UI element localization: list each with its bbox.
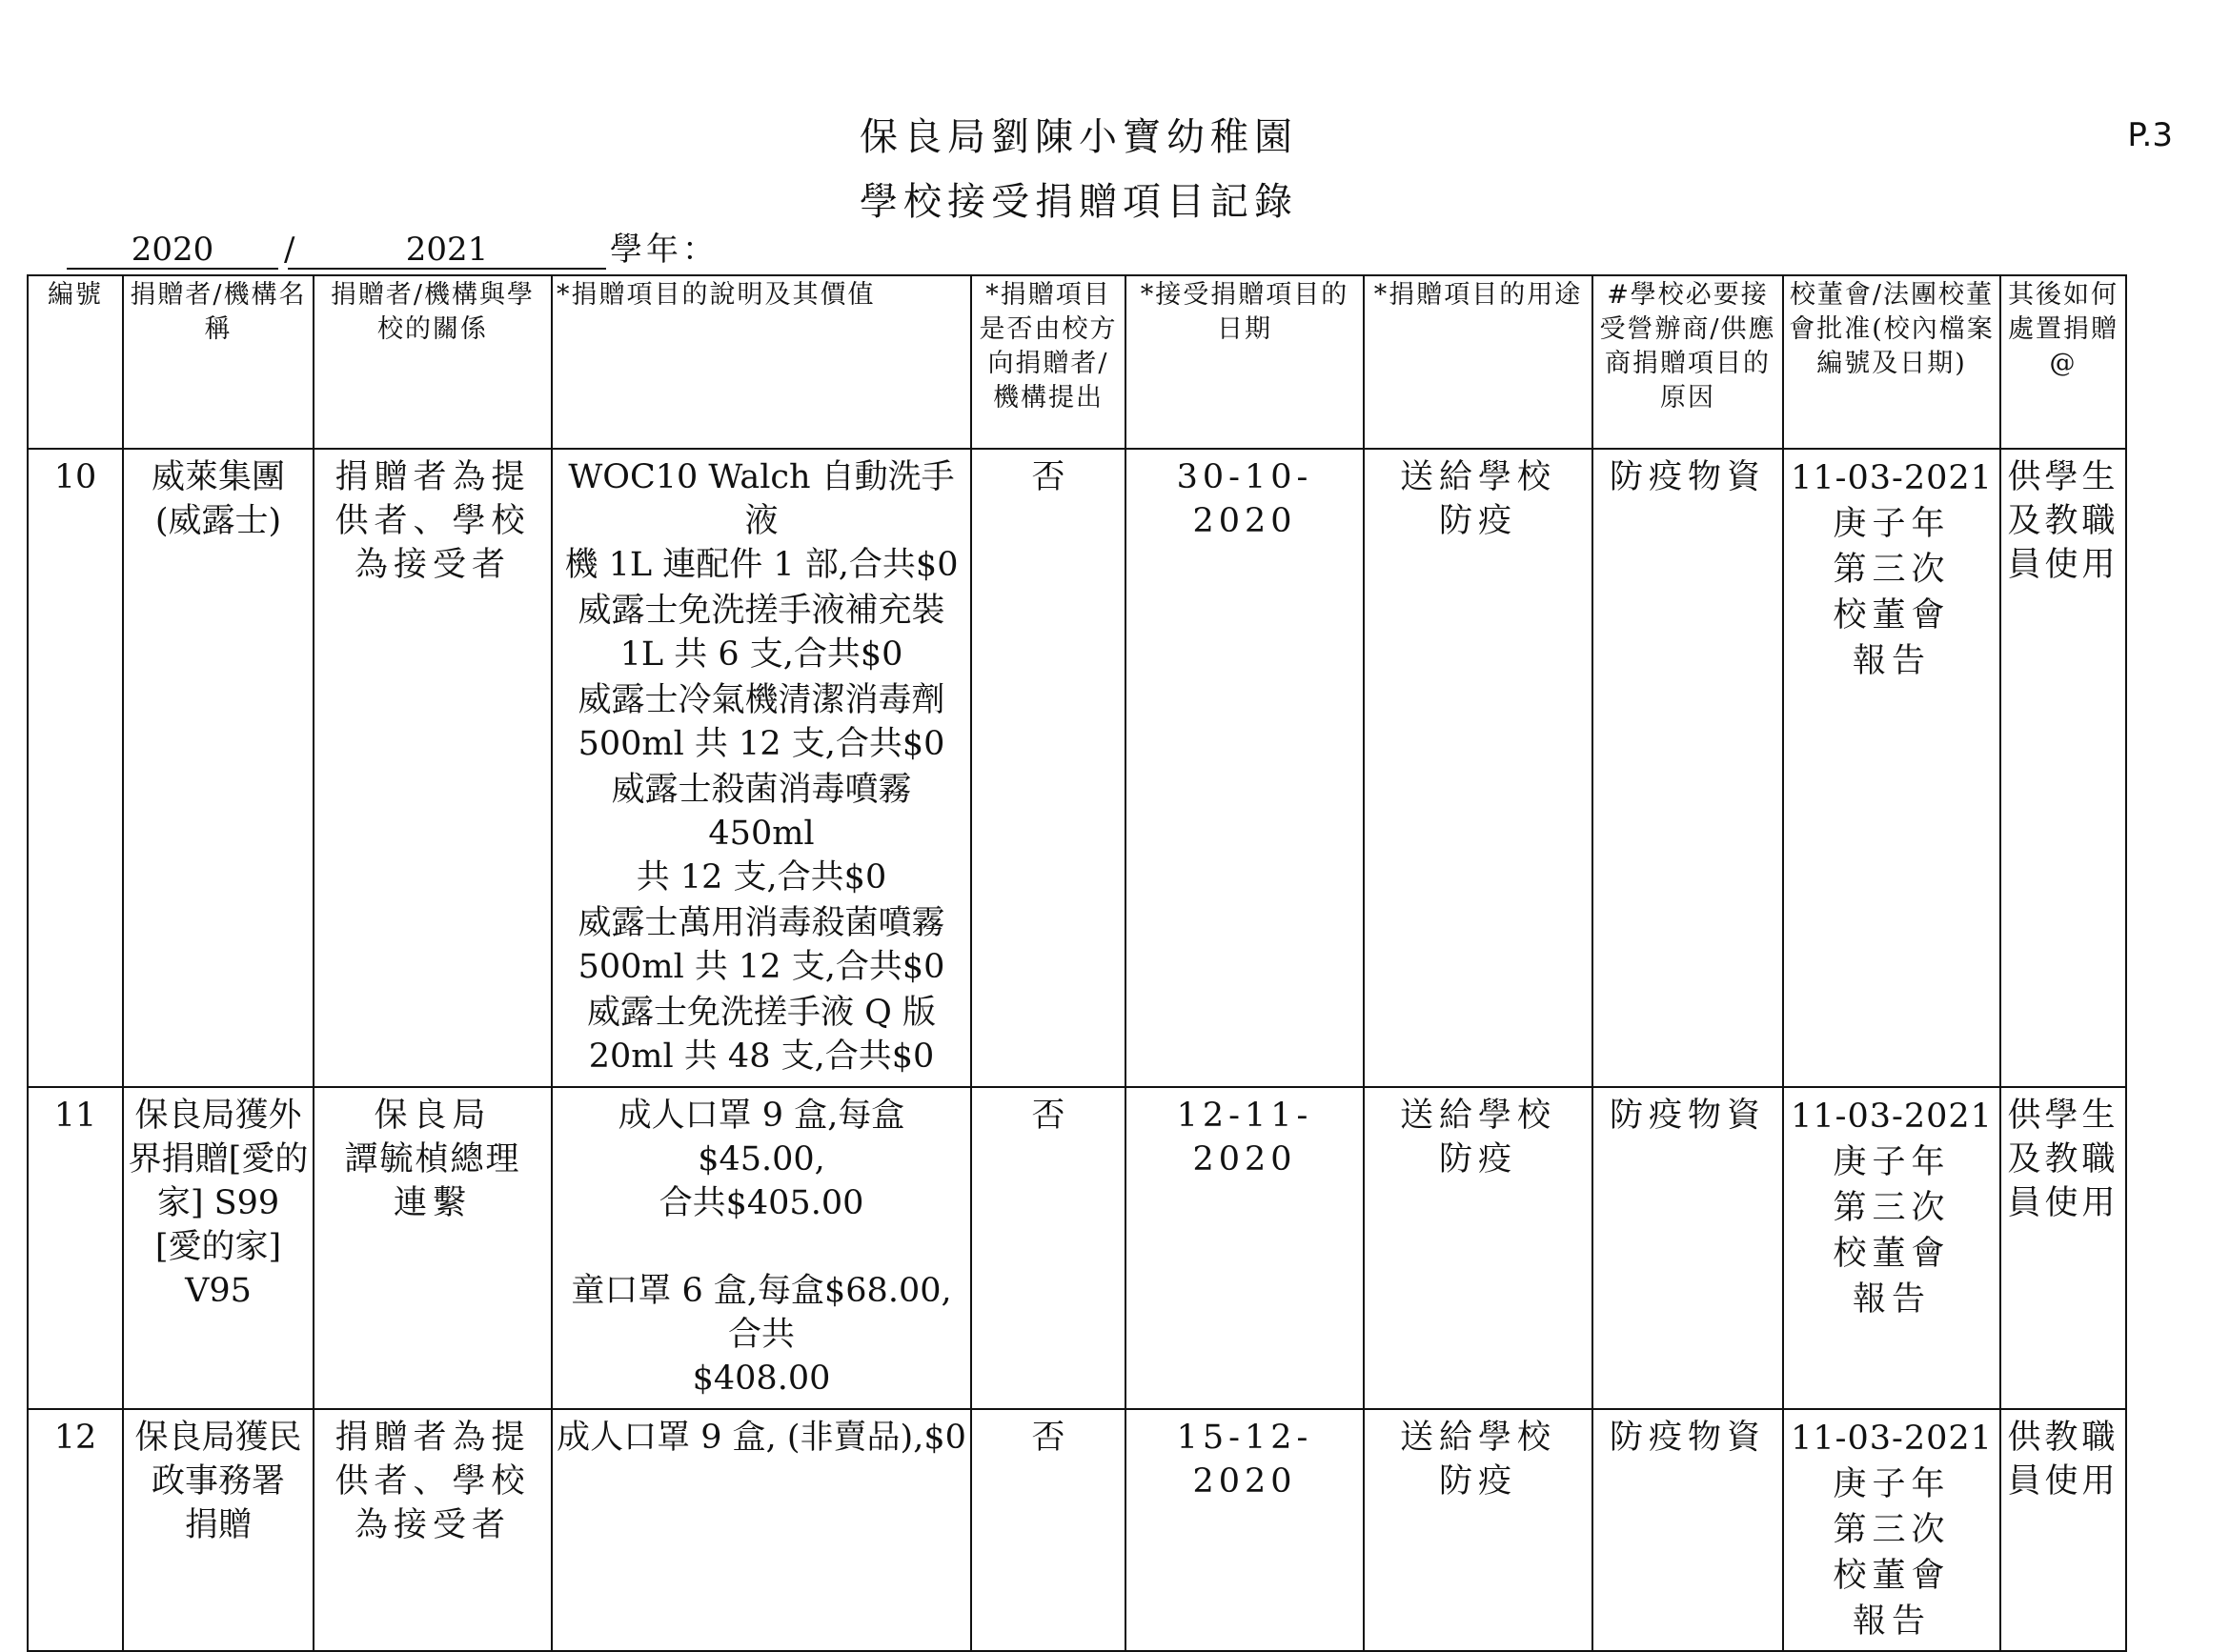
item-description [552,1409,971,1651]
column-header: 捐贈者/機構名稱 [123,275,314,449]
row-number: 10 [28,449,123,1087]
board-approval: 11-03-2021 庚子年 第三次 校董會 報告 [1783,1087,2000,1409]
donor-name: 保良局獲民 政事務署 捐贈 [123,1409,314,1651]
acceptance-date: 12-11-2020 [1125,1087,1364,1409]
school-name: 保良局劉陳小寶幼稚園 [860,115,1298,159]
item-description [552,449,971,1087]
column-header: 捐贈者/機構與學校的關係 [314,275,552,449]
acceptance-date: 30-10-2020 [1125,449,1364,1087]
disposal-method: 供學生 及教職 員使用 [2000,449,2126,1087]
column-header: 編號 [28,275,123,449]
item-line: 威露士冷氣機清潔消毒劑 500ml 共 12 支,合共$0 [578,681,945,763]
donation-record-table [27,274,2127,1652]
school-year-separator: / [284,231,295,269]
table-row [28,1409,2126,1651]
column-header: *捐贈項目是否由校方向捐贈者/機構提出 [971,275,1125,449]
school-year-to: 2021 [288,232,606,270]
requested-by-school: 否 [971,1087,1125,1409]
item-line: 童口罩 6 盒,每盒$68.00,合共 $408.00 [571,1272,952,1398]
item-line: 成人口罩 9 盒,每盒$45.00, 合共$405.00 [618,1097,905,1222]
donor-relation: 捐贈者為提 供者、學校 為接受者 [314,449,552,1087]
acceptance-reason: 防疫物資 [1592,449,1783,1087]
donor-relation: 捐贈者為提 供者、學校 為接受者 [314,1409,552,1651]
board-approval: 11-03-2021 庚子年 第三次 校董會 報告 [1783,449,2000,1087]
acceptance-reason: 防疫物資 [1592,1409,1783,1651]
column-header: *接受捐贈項目的日期 [1125,275,1364,449]
column-header: *捐贈項目的用途 [1364,275,1592,449]
donation-purpose: 送給學校 防疫 [1364,1087,1592,1409]
table-row [28,1087,2126,1409]
row-number: 12 [28,1409,123,1651]
disposal-method: 供教職 員使用 [2000,1409,2126,1651]
page-number: P.3 [2127,116,2173,154]
table-row [28,449,2126,1087]
acceptance-date: 15-12-2020 [1125,1409,1364,1651]
row-number: 11 [28,1087,123,1409]
disposal-method: 供學生 及教職 員使用 [2000,1087,2126,1409]
column-header: *捐贈項目的說明及其價值 [552,275,971,449]
donation-purpose: 送給學校 防疫 [1364,449,1592,1087]
column-header: 校董會/法團校董會批准(校內檔案編號及日期) [1783,275,2000,449]
requested-by-school: 否 [971,449,1125,1087]
column-header: #學校必要接受營辦商/供應商捐贈項目的原因 [1592,275,1783,449]
donor-name: 威萊集團 (威露士) [123,449,314,1087]
column-header: 其後如何處置捐贈@ [2000,275,2126,449]
school-year-from: 2020 [67,232,278,270]
document-title: 學校接受捐贈項目記錄 [860,180,1298,224]
donor-relation: 保良局 譚毓楨總理 連繫 [314,1087,552,1409]
item-line: 威露士殺菌消毒噴霧 450ml 共 12 支,合共$0 [611,771,912,897]
item-line: 威露士免洗搓手液 Q 版 20ml 共 48 支,合共$0 [587,994,936,1076]
board-approval: 11-03-2021 庚子年 第三次 校董會 報告 [1783,1409,2000,1651]
table-header-row [28,275,2126,449]
requested-by-school: 否 [971,1409,1125,1651]
donation-purpose: 送給學校 防疫 [1364,1409,1592,1651]
donor-name: 保良局獲外 界捐贈[愛的 家] S99 [愛的家] V95 [123,1087,314,1409]
item-description [552,1087,971,1409]
item-line: 成人口罩 9 盒, (非賣品),$0 [557,1419,966,1457]
item-line: WOC10 Walch 自動洗手液 機 1L 連配件 1 部,合共$0 [564,458,959,584]
acceptance-reason: 防疫物資 [1592,1087,1783,1409]
item-line: 威露士萬用消毒殺菌噴霧 500ml 共 12 支,合共$0 [578,904,945,986]
school-year-label: 學年： [610,231,719,269]
item-line: 威露士免洗搓手液補充裝 1L 共 6 支,合共$0 [578,592,945,674]
